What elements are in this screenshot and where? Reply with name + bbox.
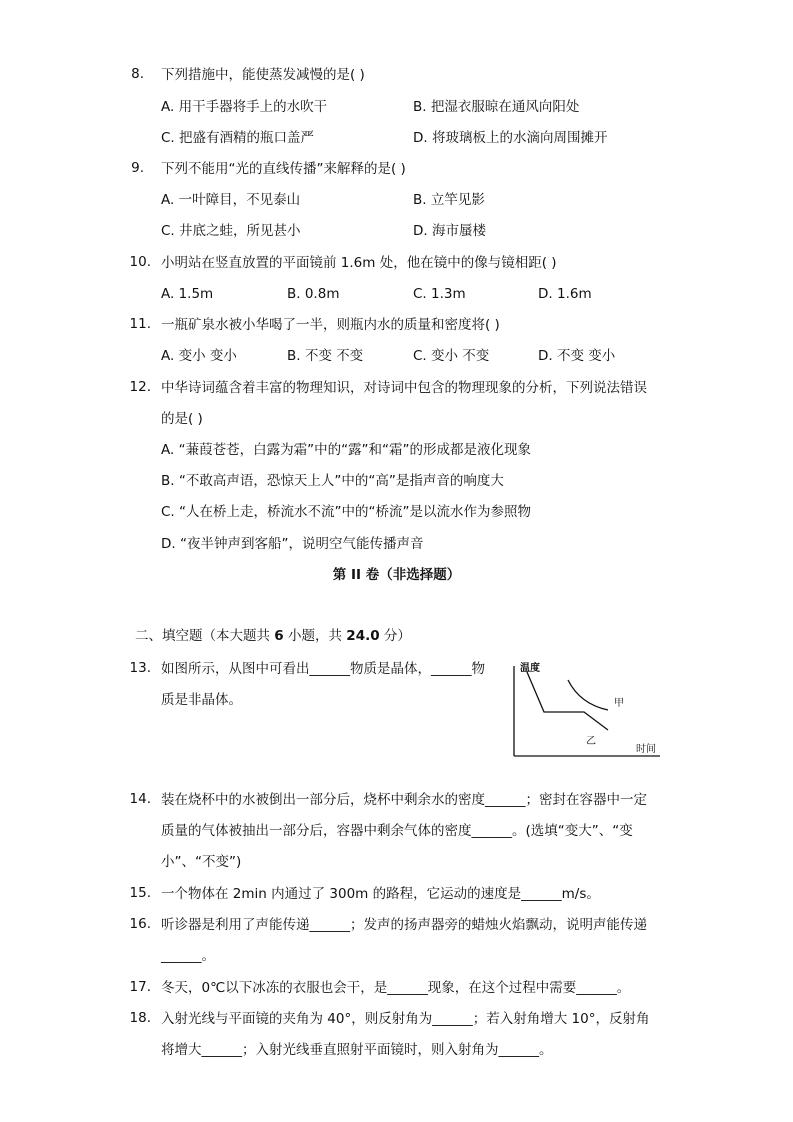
option-a[interactable]: A. 1.5m bbox=[161, 286, 214, 302]
question-text: 质是非晶体。 bbox=[161, 692, 242, 708]
section-prefix: 二、填空题（本大题共 bbox=[135, 628, 275, 644]
question-number: 17. bbox=[129, 979, 151, 995]
question-stem: 一瓶矿泉水被小华喝了一半，则瓶内水的质量和密度将( ) bbox=[161, 317, 500, 333]
section-heading bbox=[135, 627, 411, 645]
question-text: 入射光线与平面镜的夹角为 40°，则反射角为______；若入射角增大 10°，反射角 bbox=[161, 1011, 650, 1027]
part-title: 第 II 卷（非选择题） bbox=[332, 567, 461, 583]
question-text: 质量的气体被抽出一部分后，容器中剩余气体的密度______。(选填“变大”、“变 bbox=[161, 823, 633, 839]
question-number: 13. bbox=[129, 660, 151, 676]
section-count: 6 bbox=[274, 628, 284, 644]
question-stem: 下列不能用“光的直线传播”来解释的是( ) bbox=[161, 161, 406, 177]
question-text: 听诊器是利用了声能传递______；发声的扬声器旁的蜡烛火焰飘动，说明声能传递 bbox=[161, 917, 647, 933]
question-text: 如图所示，从图中可看出______物质是晶体，______物 bbox=[161, 661, 485, 677]
question-stem-continued: 的是( ) bbox=[161, 411, 203, 427]
question-number: 15. bbox=[129, 885, 151, 901]
temperature-time-graph bbox=[500, 660, 665, 765]
option-b[interactable]: B. 0.8m bbox=[287, 286, 340, 302]
option-b[interactable]: B. 不变 不变 bbox=[287, 348, 364, 364]
question-text: ______。 bbox=[161, 948, 215, 964]
question-text: 装在烧杯中的水被倒出一部分后，烧杯中剩余水的密度______；密封在容器中一定 bbox=[161, 792, 647, 808]
option-d[interactable]: D. 将玻璃板上的水滴向周围摊开 bbox=[413, 130, 608, 146]
question-number: 16. bbox=[129, 916, 151, 932]
question-number: 18. bbox=[129, 1010, 151, 1026]
question-text: 将增大______；入射光线垂直照射平面镜时，则入射角为______。 bbox=[161, 1042, 553, 1058]
y-axis-label: 温度 bbox=[520, 663, 540, 674]
section-score: 24.0 bbox=[346, 628, 380, 644]
curve-yi-label: 乙 bbox=[586, 736, 596, 747]
option-a[interactable]: A. “蒹葭苍苍，白露为霜”中的“露”和“霜”的形成都是液化现象 bbox=[161, 442, 532, 458]
option-d[interactable]: D. 海市蜃楼 bbox=[413, 223, 486, 239]
section-suffix: 分） bbox=[379, 628, 411, 644]
option-c[interactable]: C. “人在桥上走，桥流水不流”中的“桥流”是以流水作为参照物 bbox=[161, 504, 531, 520]
option-d[interactable]: D. 1.6m bbox=[538, 286, 592, 302]
question-stem: 中华诗词蕴含着丰富的物理知识，对诗词中包含的物理现象的分析，下列说法错误 bbox=[161, 380, 647, 396]
option-b[interactable]: B. 把湿衣服晾在通风向阳处 bbox=[413, 99, 580, 115]
option-d[interactable]: D. “夜半钟声到客船”，说明空气能传播声音 bbox=[161, 536, 424, 552]
x-axis-label: 时间 bbox=[636, 744, 656, 755]
option-a[interactable]: A. 一叶障目，不见泰山 bbox=[161, 192, 301, 208]
option-c[interactable]: C. 1.3m bbox=[413, 286, 466, 302]
question-stem: 下列措施中，能使蒸发减慢的是( ) bbox=[161, 67, 365, 83]
option-c[interactable]: C. 变小 不变 bbox=[413, 348, 490, 364]
option-b[interactable]: B. “不敢高声语，恐惊天上人”中的“高”是指声音的响度大 bbox=[161, 473, 504, 489]
question-text: 一个物体在 2min 内通过了 300m 的路程，它运动的速度是______m/s。 bbox=[161, 886, 600, 902]
question-number: 11. bbox=[129, 316, 151, 332]
question-number: 12. bbox=[129, 379, 151, 395]
curve-jia bbox=[568, 680, 608, 710]
question-text: 冬天，0℃以下冰冻的衣服也会干，是______现象，在这个过程中需要______。 bbox=[161, 980, 631, 996]
section-mid: 小题，共 bbox=[283, 628, 347, 644]
option-b[interactable]: B. 立竿见影 bbox=[413, 192, 485, 208]
option-d[interactable]: D. 不变 变小 bbox=[538, 348, 616, 364]
question-number: 10. bbox=[129, 254, 151, 270]
question-number: 14. bbox=[129, 791, 151, 807]
option-c[interactable]: C. 把盛有酒精的瓶口盖严 bbox=[161, 130, 315, 146]
option-c[interactable]: C. 井底之蛙，所见甚小 bbox=[161, 223, 301, 239]
question-number: 8. bbox=[131, 66, 144, 82]
curve-jia-label: 甲 bbox=[614, 698, 624, 709]
question-number: 9. bbox=[131, 160, 144, 176]
option-a[interactable]: A. 变小 变小 bbox=[161, 348, 237, 364]
question-stem: 小明站在竖直放置的平面镜前 1.6m 处，他在镜中的像与镜相距( ) bbox=[161, 255, 557, 271]
question-text: 小”、“不变”) bbox=[161, 854, 242, 870]
curve-yi bbox=[527, 672, 608, 730]
option-a[interactable]: A. 用干手器将手上的水吹干 bbox=[161, 99, 328, 115]
